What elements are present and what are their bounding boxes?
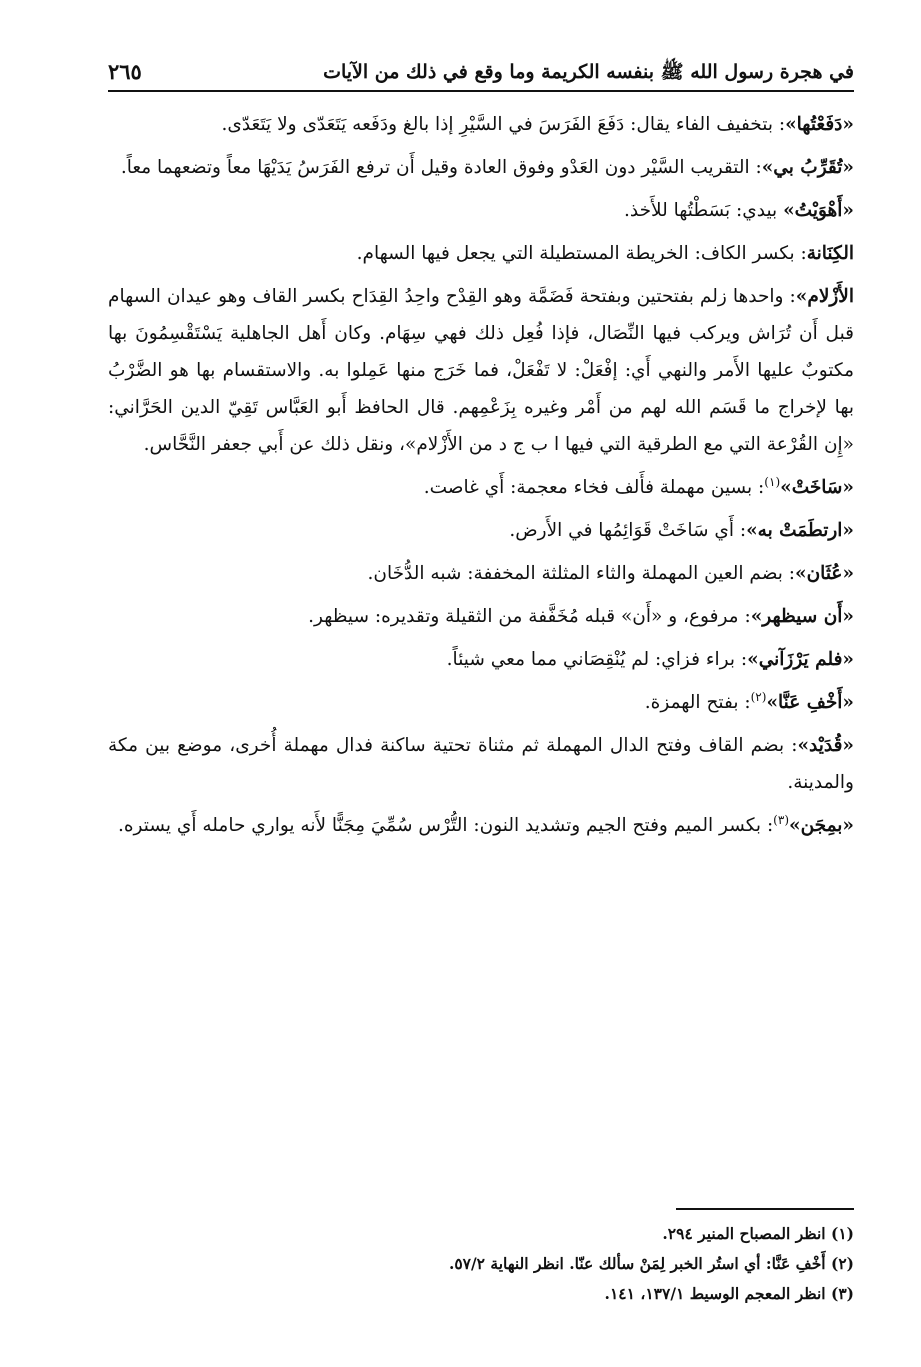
glossary-definition: : واحدها زلم بفتحتين وبفتحة فَضَمَّة وهو القِدْح واحِدُ القِدَاح بكسر القاف وهو عيدان السهام قبل أَن تُرَاش ويركب فيها النِّصَال، فإذا فُعِل ذلك فهي سِهَام. وكان أَهل الجاهلية يَسْتَقْسِمُونَ بها مكتوبٌ عليها الأَمر والنهي أَي: إفْعَلْ: لا تَفْعَلْ، فما خَرَج منها عَمِلوا به. والاستقسام بها هو الضَّرْبُ بها لإخراج ما قَسَم الله لهم من أَمْر وغيره بِزَعْمِهم. قال الحافظ أَبو العَبَّاس تَقِيّ الدين الحَرَّاني: «إِن القُرْعة التي مع الطرقية التي فيها ا ب ج د من الأَزْلام»، ونقل ذلك عن أَبي جعفر النَّحَّاس. bbox=[108, 286, 854, 455]
glossary-definition: : أَي سَاخَتْ قَوَائِمُها في الأَرض. bbox=[509, 520, 747, 541]
glossary-term: الأَزْلام» bbox=[795, 286, 854, 307]
glossary-entry bbox=[108, 727, 854, 801]
glossary-term: «عُثَان» bbox=[795, 563, 854, 584]
glossary-definition: : بتخفيف الفاء يقال: دَفَعَ الفَرَسَ في السَّيْرِ إذا بالغ ودَفَعه يَتَعَدّى ولا يَتَعَدّى. bbox=[221, 114, 786, 135]
glossary-entry bbox=[108, 278, 854, 463]
glossary-entry bbox=[108, 235, 854, 272]
page-number: ٢٦٥ bbox=[108, 59, 142, 84]
glossary-definition: : التقريب السَّيْر دون العَدْو وفوق العادة وقيل أَن ترفع الفَرَسُ يَدَيْهَا معاً وتضعهما معاً. bbox=[120, 157, 762, 178]
glossary-term: «قُدَيْد» bbox=[797, 735, 854, 756]
glossary-term: «أَن سيظهر» bbox=[750, 606, 854, 627]
glossary-term: «سَاخَتْ» bbox=[780, 477, 854, 498]
glossary-definition: : براء فزاي: لم يُنْقِصَاني مما معي شيئاً. bbox=[446, 649, 748, 670]
glossary-term: «ارتطَمَتْ به» bbox=[746, 520, 854, 541]
footnote-marker: (٣) bbox=[773, 812, 789, 827]
glossary-term: «تُقَرِّبُ بي» bbox=[761, 157, 854, 178]
glossary-entry bbox=[108, 512, 854, 549]
glossary-entry bbox=[108, 192, 854, 229]
glossary-body bbox=[108, 106, 854, 850]
glossary-definition: : بكسر الكاف: الخريطة المستطيلة التي يجعل فيها السهام. bbox=[356, 243, 807, 264]
footnotes bbox=[108, 1219, 854, 1309]
footnote: (٢) أَخْفِ عَنَّا: أي استُر الخبر لِمَنْ سألك عنّا. انظر النهاية ٥٧/٢. bbox=[448, 1254, 854, 1273]
glossary-entry bbox=[108, 149, 854, 186]
glossary-entry bbox=[108, 106, 854, 143]
footnote: (٣) انظر المعجم الوسيط ١٣٧/١، ١٤١. bbox=[604, 1284, 854, 1303]
glossary-definition: : مرفوع، و «أَن» قبله مُخَفَّفة من الثقيلة وتقديره: سيظهر. bbox=[308, 606, 751, 627]
glossary-entry bbox=[108, 555, 854, 592]
glossary-entry bbox=[108, 641, 854, 678]
glossary-term: «أَخْفِ عَنَّا» bbox=[766, 692, 854, 713]
glossary-definition: : بفتح الهمزة. bbox=[644, 692, 751, 713]
running-header bbox=[108, 48, 854, 92]
glossary-entry bbox=[108, 469, 854, 506]
glossary-term: الكِنَانة bbox=[806, 243, 854, 264]
glossary-definition: : بكسر الميم وفتح الجيم وتشديد النون: التُّرْس سُمِّيَ مِجَنًّا لأَنه يواري حامله أَي يستره. bbox=[117, 815, 774, 836]
glossary-term: «فلم يَرْزَآني» bbox=[747, 649, 854, 670]
glossary-entry bbox=[108, 598, 854, 635]
footnote: (١) انظر المصباح المنير ٢٩٤. bbox=[662, 1224, 854, 1243]
glossary-definition: : بسين مهملة فأَلف فخاء معجمة: أَي غاصت. bbox=[423, 477, 765, 498]
glossary-term: «بمِجَن» bbox=[789, 815, 854, 836]
footnote-marker: (١) bbox=[764, 474, 781, 489]
glossary-term: «دَفَعْتُها» bbox=[785, 114, 854, 135]
glossary-definition: : بضم القاف وفتح الدال المهملة ثم مثناة تحتية ساكنة فدال مهملة أُخرى، موضع بين مكة والمدينة. bbox=[108, 735, 854, 793]
glossary-term: «أَهْوَيْتُ» bbox=[783, 200, 854, 221]
glossary-definition: بيدي: بَسَطْتُها للأَخذ. bbox=[624, 200, 784, 221]
running-header-title: في هجرة رسول الله ﷺ بنفسه الكريمة وما وقع في ذلك من الآيات bbox=[323, 61, 854, 83]
glossary-entry bbox=[108, 807, 854, 844]
footnote-separator bbox=[676, 1208, 854, 1210]
footnote-marker: (٢) bbox=[750, 689, 767, 704]
glossary-entry bbox=[108, 684, 854, 721]
glossary-definition: : بضم العين المهملة والثاء المثلثة المخففة: شبه الدُّخَان. bbox=[367, 563, 796, 584]
